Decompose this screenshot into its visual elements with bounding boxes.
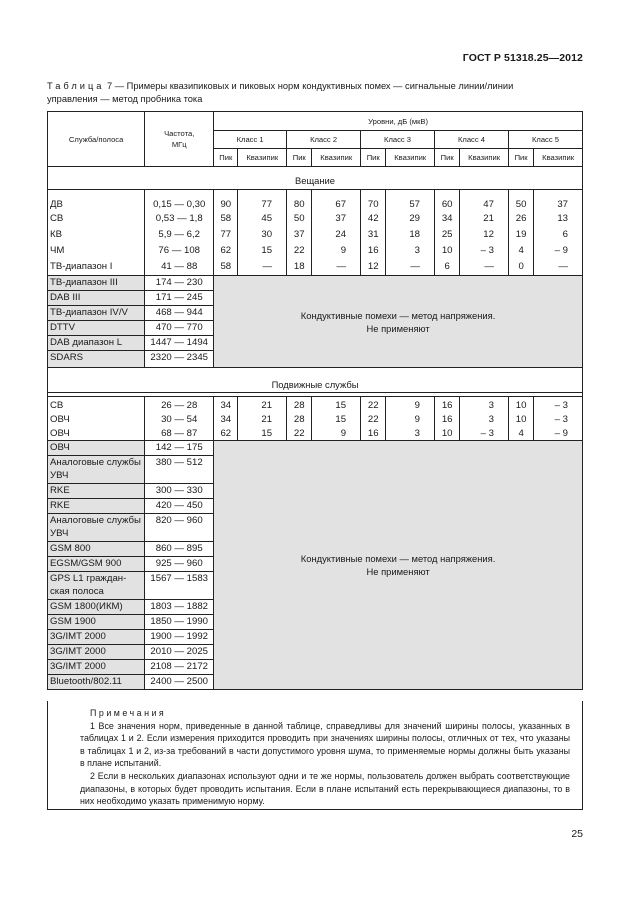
level-cell: 3 [460,413,509,427]
caption-word: Таблица [47,81,105,91]
level-cell: 62 [214,244,238,260]
level-cell: – 3 [534,397,583,413]
caption-text-1: 7 — Примеры квазипиковых и пиковых норм кондуктивных помех — сигнальные линии/линии [104,81,514,91]
header-class-2: Класс 2 [287,131,361,149]
service-cell: DAB III [48,291,145,306]
section-broadcast: Вещание [48,172,583,190]
level-cell: 9 [312,244,361,260]
level-cell: — [312,260,361,276]
frequency-cell: 26 — 28 [145,397,214,413]
level-cell: 24 [312,228,361,244]
level-cell: – 3 [460,244,509,260]
caption-text-2: управления — метод пробника тока [47,93,203,104]
level-cell: 16 [435,413,460,427]
level-cell: 13 [534,212,583,228]
level-cell: 3 [460,397,509,413]
level-cell: 60 [435,190,460,212]
service-cell: ТВ-диапазон I [48,260,145,276]
header-peak: Пик [287,149,312,167]
service-cell: GSM 800 [48,541,145,556]
frequency-cell: 2108 — 2172 [145,659,214,674]
service-cell: 3G/IMT 2000 [48,644,145,659]
service-cell: ДВ [48,190,145,212]
header-peak: Пик [508,149,533,167]
level-cell: 3 [386,244,435,260]
header-class-3: Класс 3 [361,131,435,149]
service-cell: GPS L1 граждан-ская полоса [48,571,145,599]
frequency-cell: 1447 — 1494 [145,336,214,351]
frequency-cell: 30 — 54 [145,413,214,427]
level-cell: – 9 [534,244,583,260]
service-cell: GSM 1800(ИКМ) [48,599,145,614]
level-cell: 12 [361,260,386,276]
level-cell: 28 [287,397,312,413]
header-levels: Уровни, дБ (мкВ) [214,112,583,131]
level-cell: — [460,260,509,276]
level-cell: 21 [238,397,287,413]
level-cell: 4 [508,427,533,441]
level-cell: 10 [435,244,460,260]
table-row [48,397,583,413]
level-cell: 50 [508,190,533,212]
service-cell: GSM 1900 [48,614,145,629]
level-cell: – 3 [460,427,509,441]
table-caption [47,80,583,105]
service-cell: Bluetooth/802.11 [48,674,145,689]
service-cell: СВ [48,397,145,413]
header-quasipeak: Квазипик [386,149,435,167]
level-cell: 22 [287,427,312,441]
table-row [48,276,583,291]
service-cell: СВ [48,212,145,228]
header-peak: Пик [214,149,238,167]
frequency-cell: 5,9 — 6,2 [145,228,214,244]
level-cell: 9 [386,397,435,413]
level-cell: 15 [312,397,361,413]
frequency-cell: 420 — 450 [145,498,214,513]
level-cell: 16 [435,397,460,413]
frequency-cell: 174 — 230 [145,276,214,291]
level-cell: 77 [214,228,238,244]
level-cell: 30 [238,228,287,244]
level-cell: 50 [287,212,312,228]
level-cell: 58 [214,260,238,276]
level-cell: 62 [214,427,238,441]
frequency-cell: 860 — 895 [145,541,214,556]
level-cell: 19 [508,228,533,244]
service-cell: SDARS [48,351,145,368]
level-cell: – 9 [534,427,583,441]
header-class-4: Класс 4 [435,131,509,149]
service-cell: 3G/IMT 2000 [48,659,145,674]
level-cell: — [386,260,435,276]
level-cell: 18 [287,260,312,276]
frequency-cell: 2010 — 2025 [145,644,214,659]
level-cell: — [238,260,287,276]
level-cell: 28 [287,413,312,427]
level-cell: 58 [214,212,238,228]
level-cell: 6 [435,260,460,276]
level-cell: 70 [361,190,386,212]
level-cell: 67 [312,190,361,212]
level-cell: 90 [214,190,238,212]
level-cell: 9 [386,413,435,427]
level-cell: 29 [386,212,435,228]
table-row [48,244,583,260]
level-cell: 34 [214,397,238,413]
level-cell: 18 [386,228,435,244]
service-cell: КВ [48,228,145,244]
service-cell: DTTV [48,321,145,336]
service-cell: 3G/IMT 2000 [48,629,145,644]
section-mobile: Подвижные службы [48,377,583,393]
frequency-cell: 2320 — 2345 [145,351,214,368]
level-cell: 77 [238,190,287,212]
frequency-cell: 0,53 — 1,8 [145,212,214,228]
service-cell: ТВ-диапазон IV/V [48,306,145,321]
frequency-cell: 380 — 512 [145,455,214,483]
table-row [48,190,583,212]
header-class-1: Класс 1 [214,131,287,149]
header-quasipeak: Квазипик [534,149,583,167]
frequency-cell: 468 — 944 [145,306,214,321]
frequency-cell: 1900 — 1992 [145,629,214,644]
service-cell: ОВЧ [48,441,145,456]
level-cell: 47 [460,190,509,212]
frequency-cell: 1567 — 1583 [145,571,214,599]
header-class-5: Класс 5 [508,131,582,149]
level-cell: 25 [435,228,460,244]
table-row [48,212,583,228]
level-cell: 21 [238,413,287,427]
level-cell: 15 [312,413,361,427]
header-quasipeak: Квазипик [312,149,361,167]
service-cell: DAB диапазон L [48,336,145,351]
notes-title: Примечания [90,708,167,718]
frequency-cell: 0,15 — 0,30 [145,190,214,212]
level-cell: 3 [386,427,435,441]
level-cell: 0 [508,260,533,276]
level-cell: 21 [460,212,509,228]
service-cell: ОВЧ [48,413,145,427]
level-cell: 57 [386,190,435,212]
level-cell: 6 [534,228,583,244]
level-cell: 26 [508,212,533,228]
header-peak: Пик [361,149,386,167]
header-frequency: Частота, МГц [145,112,214,167]
frequency-cell: 820 — 960 [145,513,214,541]
level-cell: 16 [361,427,386,441]
header-peak: Пик [435,149,460,167]
frequency-cell: 171 — 245 [145,291,214,306]
level-cell: 34 [214,413,238,427]
service-cell: RKE [48,498,145,513]
level-cell: — [534,260,583,276]
frequency-cell: 300 — 330 [145,483,214,498]
header-service: Служба/полоса [48,112,145,167]
frequency-cell: 925 — 960 [145,556,214,571]
header-quasipeak: Квазипик [460,149,509,167]
level-cell: 10 [508,397,533,413]
frequency-cell: 68 — 87 [145,427,214,441]
level-cell: 22 [361,413,386,427]
level-cell: 37 [312,212,361,228]
level-cell: 80 [287,190,312,212]
table-row [48,260,583,276]
level-cell: 10 [508,413,533,427]
notes-block [47,701,583,810]
frequency-cell: 142 — 175 [145,441,214,456]
table-row [48,441,583,456]
page-number: 25 [571,828,583,840]
service-cell: ЧМ [48,244,145,260]
frequency-cell: 2400 — 2500 [145,674,214,689]
document-code: ГОСТ Р 51318.25—2012 [462,52,583,64]
service-cell: ТВ-диапазон III [48,276,145,291]
level-cell: 16 [361,244,386,260]
frequency-cell: 41 — 88 [145,260,214,276]
frequency-cell: 76 — 108 [145,244,214,260]
service-cell: EGSM/GSM 900 [48,556,145,571]
level-cell: 22 [287,244,312,260]
level-cell: – 3 [534,413,583,427]
not-applied-mobile: Кондуктивные помехи — метод напряжения. Не применяют [214,441,583,690]
table-row [48,427,583,441]
limits-table [47,111,583,690]
table-row [48,413,583,427]
service-cell: ОВЧ [48,427,145,441]
level-cell: 4 [508,244,533,260]
frequency-cell: 470 — 770 [145,321,214,336]
service-cell: RKE [48,483,145,498]
level-cell: 34 [435,212,460,228]
service-cell: Аналоговые службы УВЧ [48,513,145,541]
level-cell: 42 [361,212,386,228]
header-quasipeak: Квазипик [238,149,287,167]
level-cell: 31 [361,228,386,244]
level-cell: 12 [460,228,509,244]
level-cell: 10 [435,427,460,441]
level-cell: 15 [238,427,287,441]
note-2: 2 Если в нескольких диапазонах используют одни и те же нормы, пользователь должен выбрать соответствующие диапазоны, в которых будет проводить испытания. Если в плане испытаний есть перекрывающиеся диапазоны, то в них необходимо указать применимую норму. [80,770,570,807]
level-cell: 37 [534,190,583,212]
not-applied-broadcast: Кондуктивные помехи — метод напряжения. Не применяют [214,276,583,368]
level-cell: 37 [287,228,312,244]
service-cell: Аналоговые службы УВЧ [48,455,145,483]
level-cell: 9 [312,427,361,441]
level-cell: 45 [238,212,287,228]
level-cell: 22 [361,397,386,413]
table-row [48,228,583,244]
frequency-cell: 1850 — 1990 [145,614,214,629]
frequency-cell: 1803 — 1882 [145,599,214,614]
level-cell: 15 [238,244,287,260]
note-1: 1 Все значения норм, приведенные в данной таблице, справедливы для значений ширины полосы, указанных в таблицах 1 и 2. Если измерения приходится проводить при значениях ширины полосы, отличных от тех, что указаны в таблицах 1 и 2, из-за требований в части допустимого уровня шума, то применяемые нормы должны быть указаны в плане испытаний. [80,720,570,769]
